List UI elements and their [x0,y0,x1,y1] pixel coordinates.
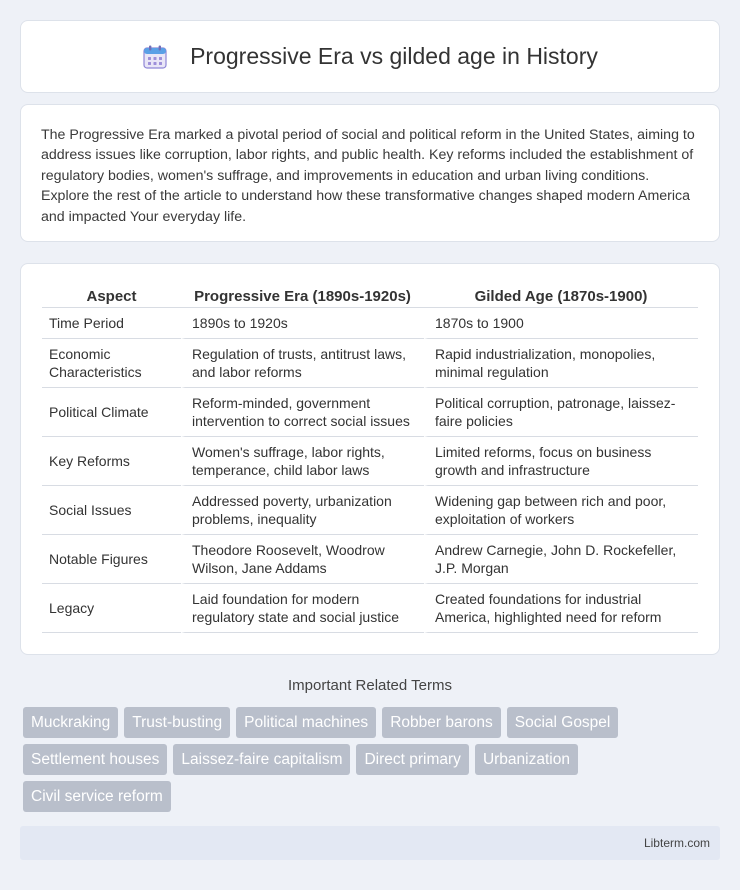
header-gilded-age: Gilded Age (1870s-1900) [424,284,698,308]
table-row [42,486,698,535]
footer [20,826,720,860]
table-row [42,584,698,633]
cell-progressive: Women's suffrage, labor rights, temperance, child labor laws [181,437,424,486]
table-header-row [42,284,698,308]
comparison-table [42,284,698,633]
table-row [42,308,698,339]
cell-gilded: Widening gap between rich and poor, exploitation of workers [424,486,698,535]
cell-aspect: Notable Figures [42,535,181,584]
cell-progressive: Regulation of trusts, antitrust laws, and labor reforms [181,339,424,388]
cell-aspect: Time Period [42,308,181,339]
intro-card [20,104,720,242]
intro-text: The Progressive Era marked a pivotal period of social and political reform in the United States, aiming to address issues like corruption, labor rights, and public health. Key reforms included the establishment of regulatory bodies, women's suffrage, and improvements in education and urban living conditions. Explore the rest of the article to understand how these transformative changes shaped modern America and impacted Your everyday life. [41,127,695,225]
related-term-tag[interactable]: Muckraking [23,707,118,738]
header-aspect: Aspect [42,284,181,308]
related-term-tag[interactable]: Direct primary [356,744,468,775]
cell-progressive: Reform-minded, government intervention to correct social issues [181,388,424,437]
related-term-tag[interactable]: Civil service reform [23,781,171,812]
related-term-tag[interactable]: Settlement houses [23,744,167,775]
cell-gilded: Created foundations for industrial America, highlighted need for reform [424,584,698,633]
cell-gilded: Political corruption, patronage, laissez-faire policies [424,388,698,437]
comparison-table-card [20,263,720,655]
cell-gilded: Rapid industrialization, monopolies, minimal regulation [424,339,698,388]
related-terms-title: Important Related Terms [288,677,452,694]
table-row [42,339,698,388]
cell-aspect: Key Reforms [42,437,181,486]
cell-gilded: 1870s to 1900 [424,308,698,339]
cell-gilded: Andrew Carnegie, John D. Rockefeller, J.P. Morgan [424,535,698,584]
related-terms-list [23,707,723,818]
cell-progressive: Laid foundation for modern regulatory state and social justice [181,584,424,633]
cell-aspect: Social Issues [42,486,181,535]
cell-aspect: Economic Characteristics [42,339,181,388]
page-title: Progressive Era vs gilded age in History [190,43,598,69]
related-term-tag[interactable]: Urbanization [475,744,578,775]
related-term-tag[interactable]: Robber barons [382,707,501,738]
related-term-tag[interactable]: Political machines [236,707,376,738]
cell-progressive: 1890s to 1920s [181,308,424,339]
cell-gilded: Limited reforms, focus on business growth and infrastructure [424,437,698,486]
header-progressive-era: Progressive Era (1890s-1920s) [181,284,424,308]
cell-aspect: Political Climate [42,388,181,437]
table-row [42,437,698,486]
related-term-tag[interactable]: Social Gospel [507,707,619,738]
title-card [20,20,720,93]
cell-aspect: Legacy [42,584,181,633]
cell-progressive: Addressed poverty, urbanization problems, inequality [181,486,424,535]
related-term-tag[interactable]: Trust-busting [124,707,230,738]
cell-progressive: Theodore Roosevelt, Woodrow Wilson, Jane Addams [181,535,424,584]
table-row [42,535,698,584]
calendar-icon [142,44,168,70]
footer-site-link[interactable]: Libterm.com [643,836,710,850]
table-row [42,388,698,437]
related-term-tag[interactable]: Laissez-faire capitalism [173,744,350,775]
